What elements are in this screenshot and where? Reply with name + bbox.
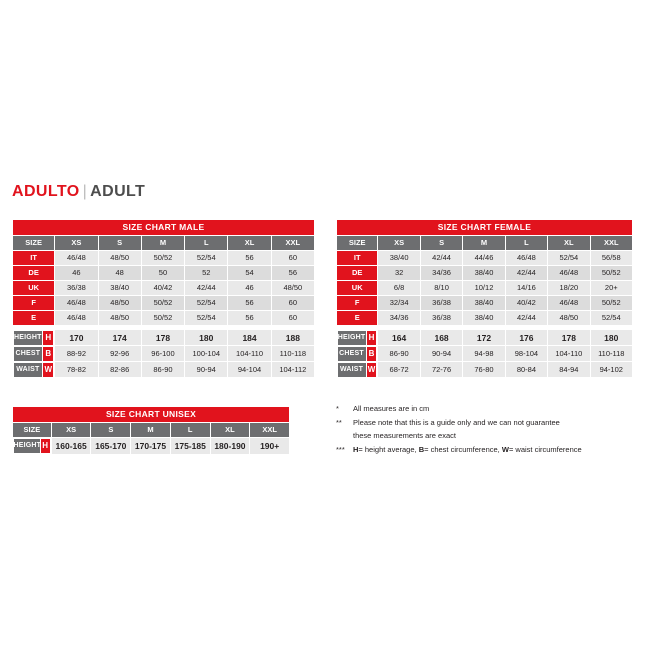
note-text: All measures are in cm (353, 404, 430, 413)
size-chart-unisex (12, 406, 290, 455)
table-cell: 50/52 (141, 311, 184, 326)
notes-block (336, 403, 636, 457)
measure-label-cell (13, 346, 55, 362)
table-cell: 52/54 (185, 311, 228, 326)
table-cell: 38/40 (378, 251, 420, 266)
measure-label: WAIST (337, 362, 366, 377)
table-cell: 42/44 (185, 281, 228, 296)
table-cell: 52/54 (548, 251, 590, 266)
measure-key: B (366, 346, 377, 361)
measure-value: 168 (420, 330, 462, 346)
row-label: IT (13, 251, 55, 266)
chart-column-header-row (13, 423, 290, 438)
note-item (336, 403, 636, 416)
column-header: SIZE (337, 236, 378, 251)
table-cell: 48/50 (98, 296, 141, 311)
measure-value: 88-92 (55, 346, 98, 362)
measure-value: 172 (463, 330, 505, 346)
column-header: XS (55, 236, 98, 251)
chart-heading-row (337, 220, 633, 236)
table-cell: 36/38 (420, 311, 462, 326)
note-marker: * (336, 404, 339, 413)
column-header: XL (228, 236, 271, 251)
table-cell: 48/50 (98, 311, 141, 326)
table-cell: 56 (228, 296, 271, 311)
column-header: S (420, 236, 462, 251)
table-cell: 18/20 (548, 281, 590, 296)
column-header: XS (51, 423, 91, 438)
table-cell: 46/48 (55, 251, 98, 266)
table-cell: 34/36 (378, 311, 420, 326)
column-header: S (91, 423, 131, 438)
measure-key: B (43, 346, 54, 361)
measure-key: W (43, 362, 54, 377)
measure-value: 104-110 (548, 346, 590, 362)
measure-value: 174 (98, 330, 141, 346)
measure-label: HEIGHT (13, 330, 43, 345)
table-cell: 38/40 (463, 266, 505, 281)
table-row (337, 266, 633, 281)
note-item (336, 444, 636, 457)
measure-value: 94-102 (590, 362, 632, 378)
table-cell: 32 (378, 266, 420, 281)
measure-key: H (40, 439, 50, 454)
note-marker (336, 430, 353, 443)
measure-value: 110-118 (271, 346, 314, 362)
row-label: IT (337, 251, 378, 266)
column-header: XXL (250, 423, 290, 438)
table-row (13, 296, 315, 311)
table-cell: 46/48 (548, 296, 590, 311)
measure-value: 164 (378, 330, 420, 346)
measure-value: 104-112 (271, 362, 314, 378)
note-text: Please note that this is a guide only and we can not guarantee (353, 417, 560, 427)
table-cell: 48/50 (271, 281, 314, 296)
row-label: DE (337, 266, 378, 281)
table-cell: 48/50 (98, 251, 141, 266)
table-cell: 50/52 (141, 296, 184, 311)
table-row (13, 311, 315, 326)
table-cell: 56 (228, 311, 271, 326)
table-row (337, 251, 633, 266)
measure-value: 92-96 (98, 346, 141, 362)
table-cell: 40/42 (141, 281, 184, 296)
measure-value: 96-100 (141, 346, 184, 362)
measure-value: 80-84 (505, 362, 547, 378)
table-cell: 52/54 (185, 296, 228, 311)
measure-value: 94-104 (228, 362, 271, 378)
page-title (12, 183, 145, 201)
measure-value: 180-190 (210, 438, 250, 455)
size-chart-male (12, 219, 315, 378)
table-cell: 14/16 (505, 281, 547, 296)
column-header: SIZE (13, 423, 52, 438)
table-cell: 46/48 (548, 266, 590, 281)
column-header: XL (548, 236, 590, 251)
measure-value: 84-94 (548, 362, 590, 378)
row-label: F (337, 296, 378, 311)
measure-row (13, 362, 315, 378)
table-cell: 60 (271, 251, 314, 266)
row-label: E (337, 311, 378, 326)
measure-value: 184 (228, 330, 271, 346)
table-cell: 52 (185, 266, 228, 281)
table-cell: 50/52 (590, 266, 632, 281)
chart-heading-row (13, 220, 315, 236)
measure-key: H (43, 330, 54, 345)
measure-value: 94-98 (463, 346, 505, 362)
measure-value: 178 (548, 330, 590, 346)
measure-value: 72-76 (420, 362, 462, 378)
table-cell: 42/44 (420, 251, 462, 266)
table-cell: 20+ (590, 281, 632, 296)
measure-row (337, 362, 633, 378)
table-cell: 50 (141, 266, 184, 281)
column-header: L (505, 236, 547, 251)
measure-value: 176 (505, 330, 547, 346)
column-header: XS (378, 236, 420, 251)
measure-label-cell (13, 362, 55, 378)
table-cell: 56 (271, 266, 314, 281)
measure-value: 86-90 (141, 362, 184, 378)
row-label: DE (13, 266, 55, 281)
measure-row (337, 346, 633, 362)
table-cell: 52/54 (185, 251, 228, 266)
note-item (336, 430, 636, 443)
measure-label: WAIST (13, 362, 43, 377)
column-header: L (185, 236, 228, 251)
measure-label-cell (13, 438, 52, 455)
column-header: S (98, 236, 141, 251)
measure-value: 170-175 (131, 438, 171, 455)
note-marker: *** (336, 444, 345, 454)
table-cell: 36/38 (420, 296, 462, 311)
measure-key: W (366, 362, 377, 377)
column-header: XXL (590, 236, 632, 251)
table-row (13, 266, 315, 281)
table-cell: 56/58 (590, 251, 632, 266)
column-header: M (131, 423, 171, 438)
row-label: UK (337, 281, 378, 296)
table-cell: 52/54 (590, 311, 632, 326)
note-marker: ** (336, 417, 342, 427)
table-cell: 54 (228, 266, 271, 281)
table-cell: 46/48 (505, 251, 547, 266)
table-cell: 46 (228, 281, 271, 296)
table-cell: 50/52 (590, 296, 632, 311)
measure-value: 100-104 (185, 346, 228, 362)
measure-row (13, 438, 290, 455)
measure-value: 68-72 (378, 362, 420, 378)
table-cell: 60 (271, 311, 314, 326)
measure-value: 165-170 (91, 438, 131, 455)
column-header: XXL (271, 236, 314, 251)
table-cell: 48/50 (548, 311, 590, 326)
table-cell: 60 (271, 296, 314, 311)
size-chart-female (336, 219, 633, 378)
row-label: UK (13, 281, 55, 296)
measure-value: 180 (590, 330, 632, 346)
chart-heading: SIZE CHART UNISEX (13, 407, 290, 423)
measure-value: 188 (271, 330, 314, 346)
note-text: these measurements are exact (353, 431, 456, 440)
measure-label: HEIGHT (13, 439, 40, 454)
table-row (337, 281, 633, 296)
table-cell: 44/46 (463, 251, 505, 266)
measure-label: HEIGHT (337, 330, 366, 345)
table-cell: 6/8 (378, 281, 420, 296)
measure-value: 175-185 (170, 438, 210, 455)
table-cell: 46 (55, 266, 98, 281)
measure-row (13, 330, 315, 346)
table-cell: 8/10 (420, 281, 462, 296)
table-cell: 32/34 (378, 296, 420, 311)
page-title-primary: ADULTO (12, 183, 80, 200)
table-cell: 46/48 (55, 311, 98, 326)
note-text: H= height average, B= chest circumference, W= waist circumference (353, 444, 582, 454)
note-item (336, 417, 636, 430)
table-cell: 56 (228, 251, 271, 266)
measure-value: 86-90 (378, 346, 420, 362)
row-label: F (13, 296, 55, 311)
table-cell: 10/12 (463, 281, 505, 296)
measure-value: 82-86 (98, 362, 141, 378)
row-label: E (13, 311, 55, 326)
table-cell: 34/36 (420, 266, 462, 281)
table-cell: 36/38 (55, 281, 98, 296)
column-header: M (141, 236, 184, 251)
measure-label-cell (337, 346, 378, 362)
column-header: M (463, 236, 505, 251)
table-cell: 48 (98, 266, 141, 281)
measure-value: 76-80 (463, 362, 505, 378)
table-cell: 46/48 (55, 296, 98, 311)
page-title-secondary: ADULT (90, 183, 146, 200)
measure-row (337, 330, 633, 346)
measure-value: 98-104 (505, 346, 547, 362)
column-header: SIZE (13, 236, 55, 251)
measure-label: CHEST (13, 346, 43, 361)
measure-value: 90-94 (185, 362, 228, 378)
measure-value: 110-118 (590, 346, 632, 362)
measure-value: 170 (55, 330, 98, 346)
measure-value: 78-82 (55, 362, 98, 378)
measure-value: 180 (185, 330, 228, 346)
column-header: L (170, 423, 210, 438)
chart-column-header-row (13, 236, 315, 251)
measure-value: 104-110 (228, 346, 271, 362)
column-header: XL (210, 423, 250, 438)
table-row (337, 296, 633, 311)
measure-label-cell (337, 330, 378, 346)
chart-heading: SIZE CHART FEMALE (337, 220, 633, 236)
table-cell: 38/40 (98, 281, 141, 296)
measure-key: H (366, 330, 377, 345)
measure-label: CHEST (337, 346, 366, 361)
measure-label-cell (13, 330, 55, 346)
table-cell: 42/44 (505, 266, 547, 281)
table-cell: 50/52 (141, 251, 184, 266)
table-cell: 38/40 (463, 296, 505, 311)
table-row (13, 281, 315, 296)
table-cell: 40/42 (505, 296, 547, 311)
table-cell: 42/44 (505, 311, 547, 326)
measure-value: 160-165 (51, 438, 91, 455)
measure-value: 90-94 (420, 346, 462, 362)
measure-value: 190+ (250, 438, 290, 455)
table-cell: 38/40 (463, 311, 505, 326)
chart-column-header-row (337, 236, 633, 251)
page-title-separator: | (82, 183, 88, 200)
measure-row (13, 346, 315, 362)
table-row (13, 251, 315, 266)
chart-heading-row (13, 407, 290, 423)
measure-value: 178 (141, 330, 184, 346)
chart-heading: SIZE CHART MALE (13, 220, 315, 236)
table-row (337, 311, 633, 326)
measure-label-cell (337, 362, 378, 378)
